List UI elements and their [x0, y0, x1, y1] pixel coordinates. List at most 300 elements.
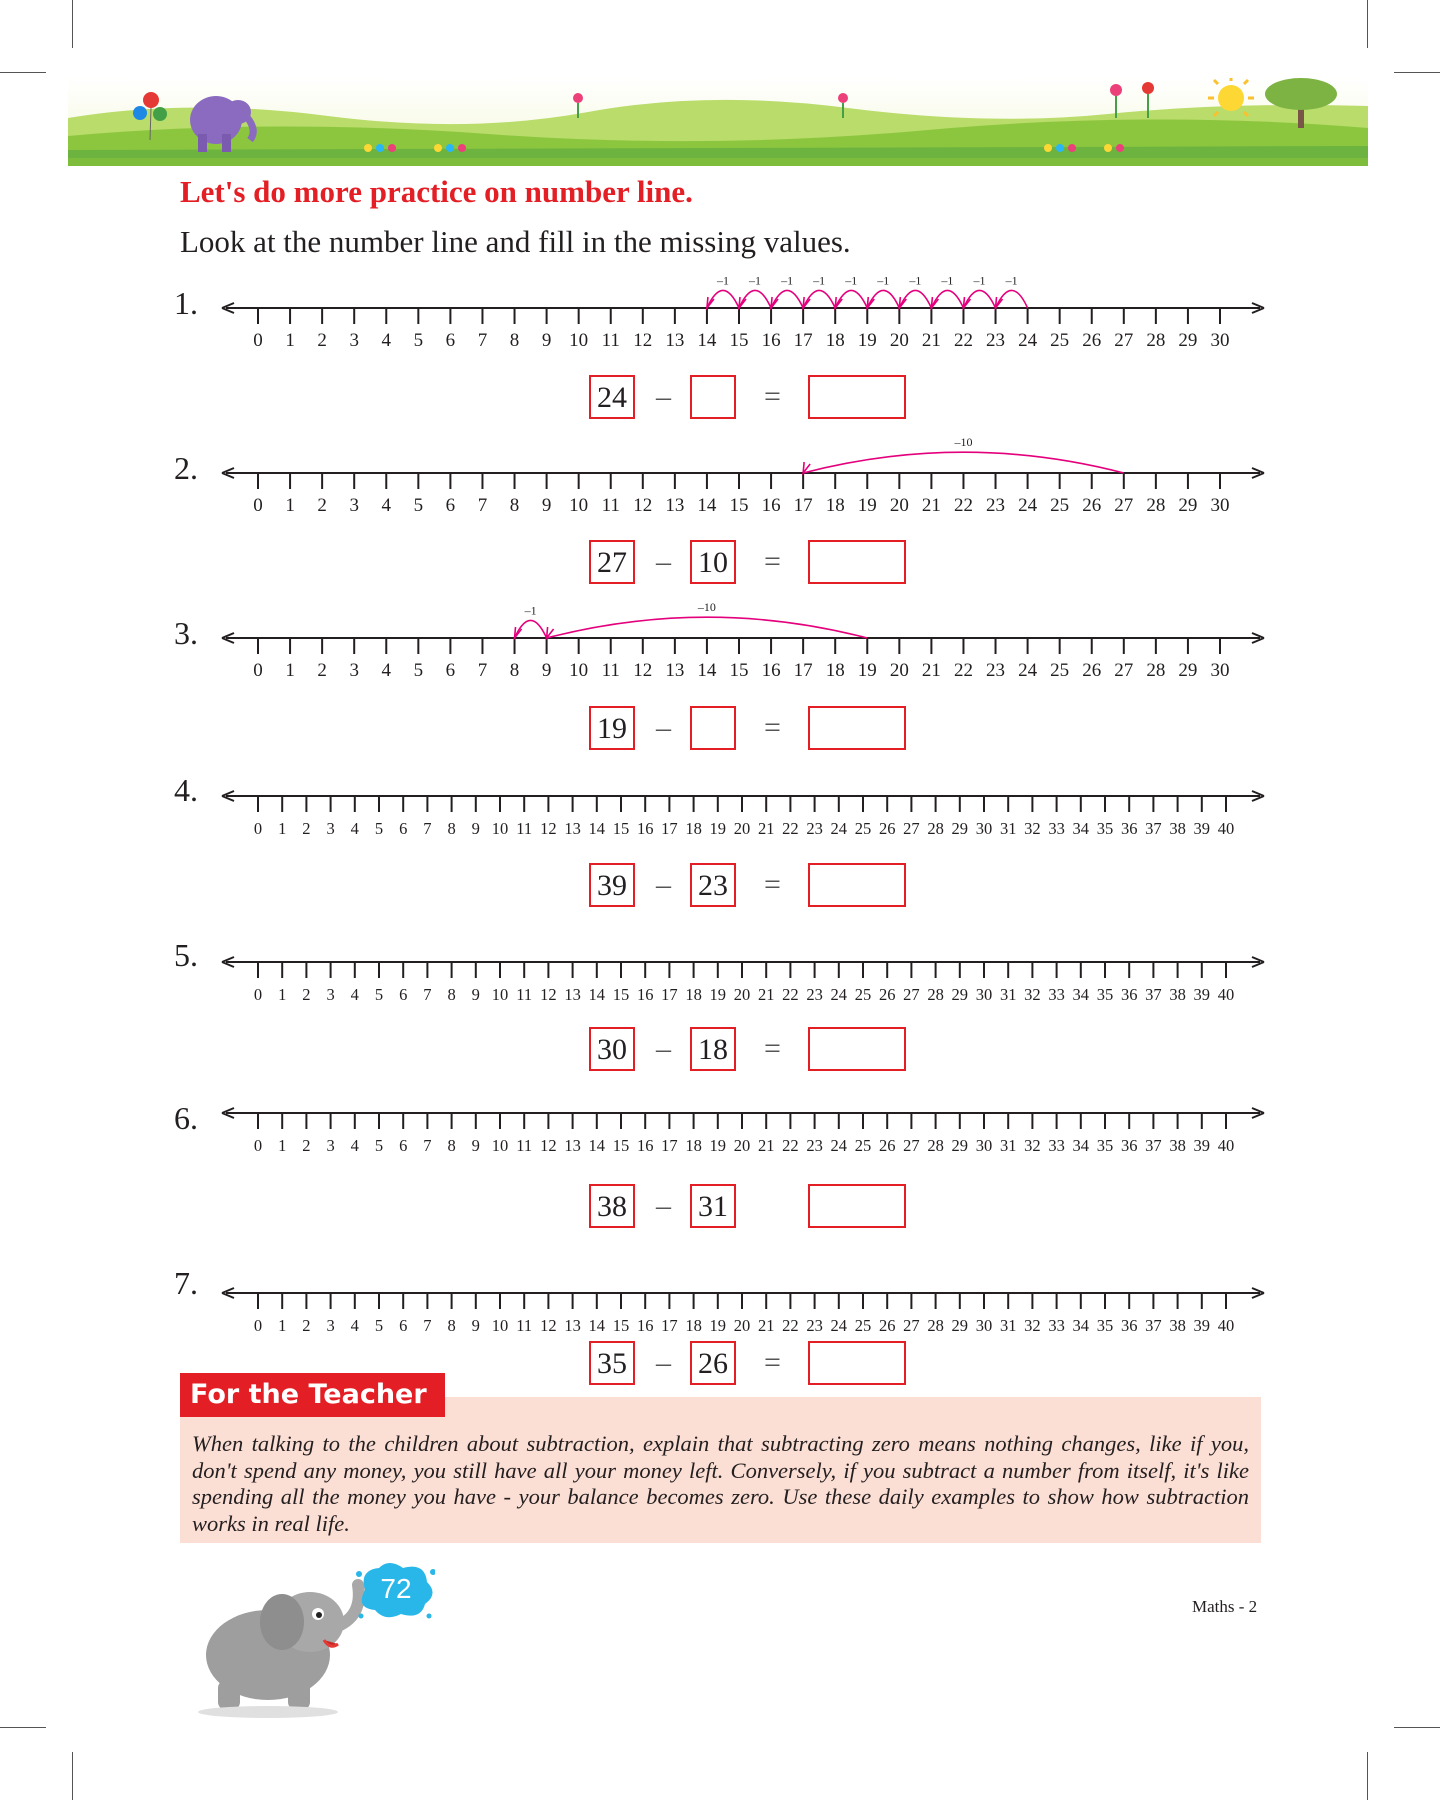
tick-label: 12 [540, 985, 557, 1004]
tick-label: 17 [793, 330, 813, 351]
tick-label: 21 [757, 819, 775, 838]
number-line [220, 433, 1270, 523]
result-answer-box[interactable] [808, 706, 906, 750]
tick-label: 29 [951, 1316, 969, 1335]
tick-label: 0 [253, 495, 263, 516]
result-answer-box[interactable] [808, 540, 906, 584]
jump-arc [835, 290, 867, 308]
tick-label: 12 [540, 819, 557, 838]
tick-label: 9 [471, 985, 480, 1004]
tick-label: 27 [1114, 660, 1134, 681]
tick-label: 8 [447, 819, 456, 838]
tick-label: 0 [253, 330, 263, 351]
instruction-text: Look at the number line and fill in the missing values. [180, 224, 851, 259]
tick-label: 0 [253, 819, 263, 838]
tick-label: 20 [889, 660, 909, 681]
equals-sign: = [764, 868, 781, 901]
minuend-box: 30 [589, 1027, 635, 1071]
tick-label: 31 [999, 985, 1017, 1004]
number-line [220, 598, 1270, 688]
tick-label: 17 [661, 819, 678, 838]
tick-label: 7 [423, 1136, 432, 1155]
tick-label: 27 [1114, 330, 1134, 351]
tick-label: 27 [903, 1136, 920, 1155]
tick-label: 9 [541, 330, 552, 351]
tick-label: 24 [830, 1316, 848, 1335]
tick-label: 5 [374, 985, 384, 1004]
tick-label: 34 [1072, 985, 1090, 1004]
tick-label: 3 [326, 819, 335, 838]
result-answer-box[interactable] [808, 1341, 906, 1385]
tick-label: 31 [999, 1136, 1017, 1155]
jump-label: –1 [973, 273, 986, 288]
tick-label: 25 [854, 819, 872, 838]
tick-label: 34 [1072, 1136, 1090, 1155]
tick-label: 5 [413, 495, 424, 516]
minuend-box: 39 [589, 863, 635, 907]
minus-sign: – [656, 711, 671, 744]
minus-sign: – [656, 1189, 671, 1222]
tick-label: 37 [1145, 1136, 1162, 1155]
tick-label: 1 [285, 330, 295, 351]
tick-label: 9 [541, 660, 552, 681]
jump-arc [899, 290, 931, 308]
tick-label: 28 [1146, 330, 1166, 351]
problem-number: 2. [174, 450, 198, 486]
tick-label: 17 [661, 985, 678, 1004]
tick-label: 10 [491, 1136, 509, 1155]
tick-label: 5 [413, 330, 424, 351]
tick-label: 34 [1072, 1316, 1090, 1335]
jump-label: –1 [909, 273, 922, 288]
tick-label: 6 [399, 985, 408, 1004]
tick-label: 21 [921, 660, 941, 681]
tick-label: 25 [854, 1316, 872, 1335]
tick-label: 20 [889, 495, 909, 516]
tick-label: 8 [509, 660, 520, 681]
problem-number: 6. [174, 1100, 198, 1136]
tick-label: 21 [757, 1316, 775, 1335]
tick-label: 2 [317, 495, 327, 516]
tick-label: 6 [399, 819, 408, 838]
tick-label: 28 [927, 1136, 944, 1155]
tick-label: 0 [253, 985, 263, 1004]
tick-label: 24 [830, 985, 848, 1004]
tick-label: 13 [665, 660, 685, 681]
crop-mark [1367, 1752, 1368, 1800]
tick-label: 12 [540, 1316, 557, 1335]
jump-arc [707, 290, 739, 308]
tick-label: 37 [1145, 1316, 1162, 1335]
subtrahend-answer-box[interactable] [690, 375, 736, 419]
tick-label: 30 [1210, 330, 1230, 351]
jump-label: –10 [954, 435, 973, 450]
tick-label: 36 [1120, 819, 1138, 838]
subtrahend-answer-box[interactable] [690, 706, 736, 750]
tick-label: 24 [1018, 330, 1038, 351]
tick-label: 14 [697, 660, 717, 681]
tick-label: 21 [921, 330, 941, 351]
tick-label: 37 [1145, 985, 1162, 1004]
tick-label: 26 [878, 985, 896, 1004]
tick-label: 8 [509, 330, 520, 351]
tick-label: 3 [326, 985, 335, 1004]
tick-label: 38 [1169, 985, 1186, 1004]
tick-label: 7 [477, 495, 488, 516]
tick-label: 11 [516, 1316, 533, 1335]
tick-label: 33 [1048, 819, 1065, 838]
tick-label: 33 [1048, 1136, 1065, 1155]
tick-label: 17 [793, 660, 813, 681]
tick-label: 23 [986, 330, 1006, 351]
tick-label: 29 [951, 819, 969, 838]
tick-label: 7 [477, 660, 488, 681]
tick-label: 3 [349, 495, 359, 516]
tick-label: 3 [326, 1136, 335, 1155]
tick-label: 22 [782, 1316, 799, 1335]
tick-label: 33 [1048, 985, 1065, 1004]
tick-label: 15 [729, 330, 749, 351]
tick-label: 15 [612, 819, 630, 838]
tick-label: 5 [413, 660, 424, 681]
tick-label: 24 [830, 1136, 848, 1155]
tick-label: 3 [349, 660, 359, 681]
tick-label: 18 [825, 660, 845, 681]
tick-label: 32 [1024, 819, 1041, 838]
tick-label: 36 [1120, 985, 1138, 1004]
problem-number: 3. [174, 615, 198, 651]
tick-label: 3 [326, 1316, 335, 1335]
tick-label: 32 [1024, 1136, 1041, 1155]
tick-label: 17 [661, 1136, 678, 1155]
tick-label: 9 [541, 495, 552, 516]
minus-sign: – [656, 380, 671, 413]
number-line [220, 756, 1270, 846]
tick-label: 1 [278, 985, 287, 1004]
jump-label: –1 [524, 603, 537, 618]
tick-label: 16 [636, 819, 654, 838]
tick-label: 11 [516, 1136, 533, 1155]
tick-label: 10 [569, 330, 589, 351]
tick-label: 26 [1082, 495, 1102, 516]
minus-sign: – [656, 545, 671, 578]
tick-label: 19 [709, 1316, 727, 1335]
tick-label: 13 [564, 819, 581, 838]
tick-label: 40 [1217, 985, 1235, 1004]
tick-label: 11 [601, 660, 620, 681]
crop-mark [0, 1727, 46, 1728]
subtrahend-box: 26 [690, 1341, 736, 1385]
elephant-mascot-icon [178, 1560, 378, 1720]
tick-label: 4 [350, 1136, 359, 1155]
minus-sign: – [656, 1032, 671, 1065]
tick-label: 30 [1210, 495, 1230, 516]
tick-label: 18 [685, 1316, 702, 1335]
jump-label: –1 [1005, 273, 1018, 288]
equals-sign: = [764, 1032, 781, 1065]
jump-arc [547, 617, 868, 638]
tick-label: 13 [564, 1316, 581, 1335]
tick-label: 15 [612, 1316, 630, 1335]
tick-label: 7 [423, 1316, 432, 1335]
crop-mark [1394, 72, 1440, 73]
tick-label: 25 [1050, 330, 1070, 351]
tick-label: 30 [975, 1136, 993, 1155]
jump-arc [931, 290, 963, 308]
jump-label: –1 [781, 273, 794, 288]
tick-label: 38 [1169, 1316, 1186, 1335]
tick-label: 19 [709, 985, 727, 1004]
tick-label: 21 [757, 985, 775, 1004]
tick-label: 40 [1217, 819, 1235, 838]
tick-label: 1 [278, 1316, 287, 1335]
tick-label: 39 [1193, 1316, 1211, 1335]
tick-label: 15 [729, 660, 749, 681]
tick-label: 8 [447, 1136, 456, 1155]
jump-arc [771, 290, 803, 308]
tick-label: 39 [1193, 985, 1211, 1004]
tick-label: 19 [857, 330, 877, 351]
tick-label: 13 [564, 1136, 581, 1155]
crop-mark [0, 72, 46, 73]
tick-label: 0 [253, 1316, 263, 1335]
tick-label: 27 [903, 985, 920, 1004]
tick-label: 31 [999, 819, 1017, 838]
tick-label: 20 [733, 985, 751, 1004]
minuend-box: 27 [589, 540, 635, 584]
tick-label: 26 [878, 1136, 896, 1155]
tick-label: 29 [951, 1136, 969, 1155]
tick-label: 9 [471, 819, 480, 838]
tick-label: 10 [491, 819, 509, 838]
tick-label: 18 [825, 495, 845, 516]
tick-label: 1 [278, 819, 287, 838]
tick-label: 13 [665, 495, 685, 516]
tick-label: 16 [636, 985, 654, 1004]
tick-label: 33 [1048, 1316, 1065, 1335]
teacher-note-box [180, 1397, 1261, 1543]
tick-label: 19 [709, 1136, 727, 1155]
tick-label: 24 [1018, 495, 1038, 516]
tick-label: 36 [1120, 1316, 1138, 1335]
tick-label: 37 [1145, 819, 1162, 838]
tick-label: 12 [633, 660, 653, 681]
tick-label: 12 [633, 495, 653, 516]
tick-label: 22 [782, 985, 799, 1004]
equals-sign: = [764, 1346, 781, 1379]
tick-label: 18 [825, 330, 845, 351]
tick-label: 19 [857, 660, 877, 681]
tick-label: 23 [806, 819, 823, 838]
tick-label: 2 [317, 660, 327, 681]
tick-label: 30 [975, 985, 993, 1004]
tick-label: 26 [1082, 330, 1102, 351]
tick-label: 29 [1178, 660, 1198, 681]
tick-label: 14 [697, 495, 717, 516]
tick-label: 35 [1096, 985, 1114, 1004]
result-answer-box[interactable] [808, 1184, 906, 1228]
tick-label: 7 [423, 985, 432, 1004]
tick-label: 22 [953, 660, 973, 681]
tick-label: 14 [588, 1316, 606, 1335]
tick-label: 29 [1178, 495, 1198, 516]
tick-label: 3 [349, 330, 359, 351]
tick-label: 14 [588, 1136, 606, 1155]
jump-label: –10 [697, 600, 716, 615]
tick-label: 0 [253, 1136, 263, 1155]
minus-sign: – [656, 1346, 671, 1379]
tick-label: 7 [477, 330, 488, 351]
tick-label: 35 [1096, 1316, 1114, 1335]
tick-label: 22 [953, 330, 973, 351]
problem-number: 4. [174, 772, 198, 808]
tick-label: 6 [445, 660, 456, 681]
subtrahend-box: 10 [690, 540, 736, 584]
tick-label: 24 [1018, 660, 1038, 681]
tick-label: 23 [806, 1316, 823, 1335]
tick-label: 6 [445, 330, 456, 351]
tick-label: 4 [350, 1316, 359, 1335]
tick-label: 38 [1169, 819, 1186, 838]
tick-label: 16 [761, 495, 781, 516]
tick-label: 25 [1050, 495, 1070, 516]
tick-label: 25 [1050, 660, 1070, 681]
tick-label: 29 [1178, 330, 1198, 351]
tick-label: 1 [278, 1136, 287, 1155]
tick-label: 40 [1217, 1316, 1235, 1335]
result-answer-box[interactable] [808, 375, 906, 419]
tick-label: 40 [1217, 1136, 1235, 1155]
jump-arc [867, 290, 899, 308]
teacher-note-text: When talking to the children about subtraction, explain that subtracting zero means nothing changes, like if you, don't spend any money, you still have all your money left. Conversely, if you subtract a number from itself, it's like spending all the money you have - your balance becomes zero. Use these daily examples to show how subtraction works in real life. [192, 1431, 1249, 1536]
problem-number: 7. [174, 1265, 198, 1301]
meadow-banner-illustration [68, 78, 1368, 166]
jump-arc [803, 290, 835, 308]
tick-label: 32 [1024, 985, 1041, 1004]
result-answer-box[interactable] [808, 1027, 906, 1071]
tick-label: 2 [302, 1136, 311, 1155]
tick-label: 16 [636, 1136, 654, 1155]
tick-label: 20 [733, 819, 751, 838]
tick-label: 15 [729, 495, 749, 516]
tick-label: 4 [381, 330, 392, 351]
tick-label: 28 [927, 985, 944, 1004]
tick-label: 19 [857, 495, 877, 516]
tick-label: 23 [986, 660, 1006, 681]
jump-arc [803, 452, 1124, 473]
minus-sign: – [656, 868, 671, 901]
tick-label: 13 [564, 985, 581, 1004]
tick-label: 23 [986, 495, 1006, 516]
tick-label: 2 [317, 330, 327, 351]
teacher-note-tab: For the Teacher [180, 1373, 445, 1417]
equals-sign: = [764, 711, 781, 744]
tick-label: 12 [540, 1136, 557, 1155]
tick-label: 5 [374, 1316, 384, 1335]
tick-label: 14 [588, 985, 606, 1004]
subtrahend-box: 31 [690, 1184, 736, 1228]
jump-arc [515, 620, 547, 638]
tick-label: 8 [447, 1316, 456, 1335]
number-line [220, 1073, 1270, 1163]
tick-label: 6 [445, 495, 456, 516]
tick-label: 26 [1082, 660, 1102, 681]
tick-label: 25 [854, 985, 872, 1004]
page-number: 72 [380, 1573, 412, 1604]
tick-label: 22 [953, 495, 973, 516]
tick-label: 14 [588, 819, 606, 838]
tick-label: 2 [302, 985, 311, 1004]
tick-label: 26 [878, 819, 896, 838]
subtrahend-box: 18 [690, 1027, 736, 1071]
minuend-box: 38 [589, 1184, 635, 1228]
tick-label: 30 [975, 1316, 993, 1335]
tick-label: 39 [1193, 819, 1211, 838]
tick-label: 20 [889, 330, 909, 351]
crop-mark [72, 0, 73, 48]
crop-mark [1367, 0, 1368, 48]
number-line [220, 922, 1270, 1012]
jump-arc [996, 290, 1028, 308]
tick-label: 26 [878, 1316, 896, 1335]
tick-label: 8 [447, 985, 456, 1004]
jump-label: –1 [877, 273, 890, 288]
tick-label: 0 [253, 660, 263, 681]
tick-label: 22 [782, 819, 799, 838]
tick-label: 34 [1072, 819, 1090, 838]
tick-label: 12 [633, 330, 653, 351]
problem-number: 5. [174, 937, 198, 973]
tick-label: 28 [1146, 660, 1166, 681]
tick-label: 11 [601, 495, 620, 516]
tick-label: 35 [1096, 819, 1114, 838]
jump-arc [739, 290, 771, 308]
tick-label: 20 [733, 1136, 751, 1155]
tick-label: 9 [471, 1316, 480, 1335]
jump-label: –1 [845, 273, 858, 288]
tick-label: 36 [1120, 1136, 1138, 1155]
tick-label: 19 [709, 819, 727, 838]
tick-label: 8 [509, 495, 520, 516]
equals-sign: = [764, 380, 781, 413]
tick-label: 1 [285, 660, 295, 681]
tick-label: 28 [927, 1316, 944, 1335]
book-title: Maths - 2 [1192, 1597, 1258, 1616]
tick-label: 7 [423, 819, 432, 838]
tick-label: 28 [927, 819, 944, 838]
tick-label: 2 [302, 819, 311, 838]
tick-label: 5 [374, 819, 384, 838]
tick-label: 27 [903, 819, 920, 838]
tick-label: 25 [854, 1136, 872, 1155]
tick-label: 30 [1210, 660, 1230, 681]
jump-label: –1 [813, 273, 826, 288]
tick-label: 13 [665, 330, 685, 351]
tick-label: 4 [350, 985, 359, 1004]
tick-label: 11 [601, 330, 620, 351]
tick-label: 9 [471, 1136, 480, 1155]
tick-label: 6 [399, 1316, 408, 1335]
number-line [220, 1253, 1270, 1343]
tick-label: 28 [1146, 495, 1166, 516]
result-answer-box[interactable] [808, 863, 906, 907]
jump-label: –1 [749, 273, 762, 288]
tick-label: 16 [636, 1316, 654, 1335]
tick-label: 16 [761, 660, 781, 681]
tick-label: 11 [516, 819, 533, 838]
crop-mark [72, 1752, 73, 1800]
jump-label: –1 [941, 273, 954, 288]
